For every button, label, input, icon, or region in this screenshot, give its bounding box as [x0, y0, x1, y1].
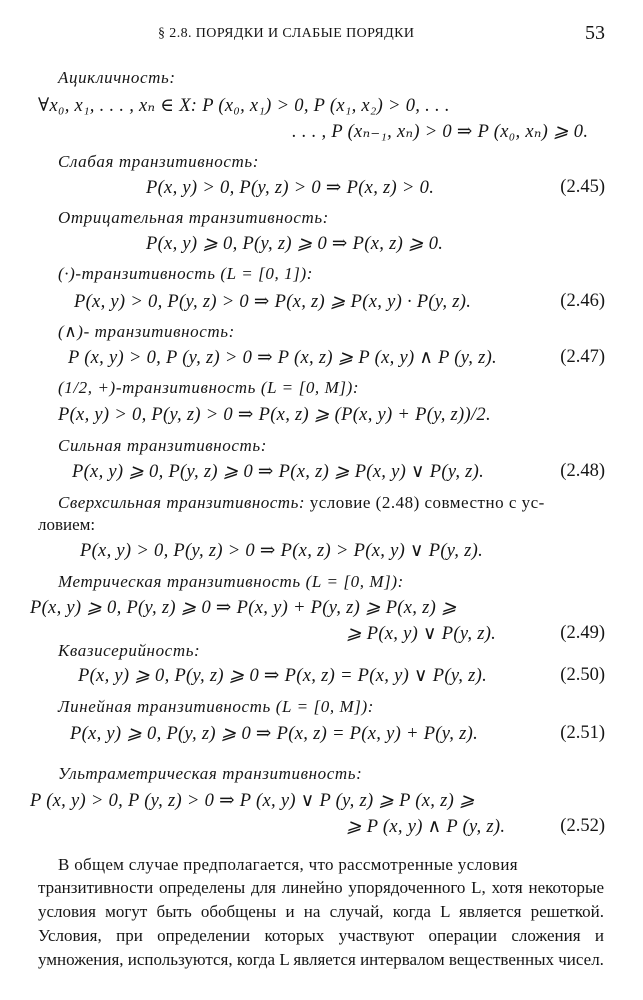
strong-transitivity-heading: Сильная транзитивность: — [58, 436, 268, 455]
closing-paragraph-body: транзитивности определены для линейно упорядоченного L, хотя некоторые условия могут быть обобщены и на случай, когда L является решеткой. Условия, при определении которых участвуют операции сложения и умножения, используются, когда L является интервалом вещественных чисел. — [38, 878, 604, 969]
linear-transitivity-formula: P(x, y) ⩾ 0, P(y, z) ⩾ 0 ⇒ P(x, z) = P(x, y) + P(y, z). — [70, 724, 478, 744]
linear-transitivity-heading: Линейная транзитивность (L = [0, M]): — [58, 697, 375, 716]
ultrametric-transitivity-formula-line2: ⩾ P (x, y) ∧ P (y, z). — [346, 817, 506, 837]
half-plus-transitivity-heading: (1/2, +)-транзитивность (L = [0, M]): — [58, 378, 360, 397]
ultrametric-transitivity-formula-line1: P (x, y) > 0, P (y, z) > 0 ⇒ P (x, y) ∨ P (y, z) ⩾ P (x, z) ⩾ — [30, 791, 475, 811]
running-header — [0, 24, 643, 48]
acyclicity-heading: Ацикличность: — [58, 68, 176, 87]
metric-transitivity-formula-line2: ⩾ P(x, y) ∨ P(y, z). — [346, 624, 497, 644]
half-plus-transitivity-formula: P(x, y) > 0, P(y, z) > 0 ⇒ P(x, z) ⩾ (P(x, y) + P(y, z))/2. — [58, 405, 491, 425]
metric-transitivity-formula-line1: P(x, y) ⩾ 0, P(y, z) ⩾ 0 ⇒ P(x, y) + P(y, z) ⩾ P(x, z) ⩾ — [30, 598, 457, 618]
closing-paragraph-first-line: В общем случае предполагается, что рассмотренные условия — [58, 855, 518, 874]
equation-number-2-50: (2.50) — [560, 665, 605, 685]
super-strong-transitivity-line2: ловием: — [38, 515, 96, 534]
negative-transitivity-formula: P(x, y) ⩾ 0, P(y, z) ⩾ 0 ⇒ P(x, z) ⩾ 0. — [146, 234, 444, 254]
equation-number-2-51: (2.51) — [560, 723, 605, 743]
section-title: § 2.8. ПОРЯДКИ И СЛАБЫЕ ПОРЯДКИ — [158, 26, 415, 41]
super-strong-transitivity-heading: Сверхсильная транзитивность: — [58, 493, 305, 512]
strong-transitivity-formula: P(x, y) ⩾ 0, P(y, z) ⩾ 0 ⇒ P(x, z) ⩾ P(x, y) ∨ P(y, z). — [72, 462, 485, 482]
super-strong-transitivity-line1 — [58, 493, 545, 513]
weak-transitivity-heading: Слабая транзитивность: — [58, 152, 260, 171]
equation-number-2-49: (2.49) — [560, 623, 605, 643]
quasi-seriality-formula: P(x, y) ⩾ 0, P(y, z) ⩾ 0 ⇒ P(x, z) = P(x, y) ∨ P(y, z). — [78, 666, 488, 686]
acyclicity-formula-line1: ∀x₀, x₁, . . . , xₙ ∈ X: P (x₀, x₁) > 0, P (x₁, x₂) > 0, . . . — [38, 96, 450, 116]
negative-transitivity-heading: Отрицательная транзитивность: — [58, 208, 329, 227]
equation-number-2-45: (2.45) — [560, 177, 605, 197]
metric-transitivity-heading: Метрическая транзитивность (L = [0, M]): — [58, 572, 404, 591]
wedge-transitivity-heading: (∧)- транзитивность: — [58, 322, 235, 341]
wedge-transitivity-formula: P (x, y) > 0, P (y, z) > 0 ⇒ P (x, z) ⩾ P (x, y) ∧ P (y, z). — [68, 348, 497, 368]
equation-number-2-46: (2.46) — [560, 291, 605, 311]
quasi-seriality-heading: Квазисерийность: — [58, 641, 201, 660]
acyclicity-formula-line2: . . . , P (xₙ₋₁, xₙ) > 0 ⇒ P (x₀, xₙ) ⩾ 0. — [292, 122, 589, 142]
equation-number-2-52: (2.52) — [560, 816, 605, 836]
weak-transitivity-formula: P(x, y) > 0, P(y, z) > 0 ⇒ P(x, z) > 0. — [146, 178, 435, 198]
equation-number-2-48: (2.48) — [560, 461, 605, 481]
dot-transitivity-formula: P(x, y) > 0, P(y, z) > 0 ⇒ P(x, z) ⩾ P(x, y) · P(y, z). — [74, 292, 472, 312]
dot-transitivity-heading: (·)-транзитивность (L = [0, 1]): — [58, 264, 314, 283]
page-number: 53 — [585, 22, 605, 44]
super-strong-transitivity-formula: P(x, y) > 0, P(y, z) > 0 ⇒ P(x, z) > P(x, y) ∨ P(y, z). — [80, 541, 484, 561]
equation-number-2-47: (2.47) — [560, 347, 605, 367]
super-strong-transitivity-text: условие (2.48) совместно с ус- — [304, 493, 545, 512]
ultrametric-transitivity-heading: Ультраметрическая транзитивность: — [58, 764, 363, 783]
